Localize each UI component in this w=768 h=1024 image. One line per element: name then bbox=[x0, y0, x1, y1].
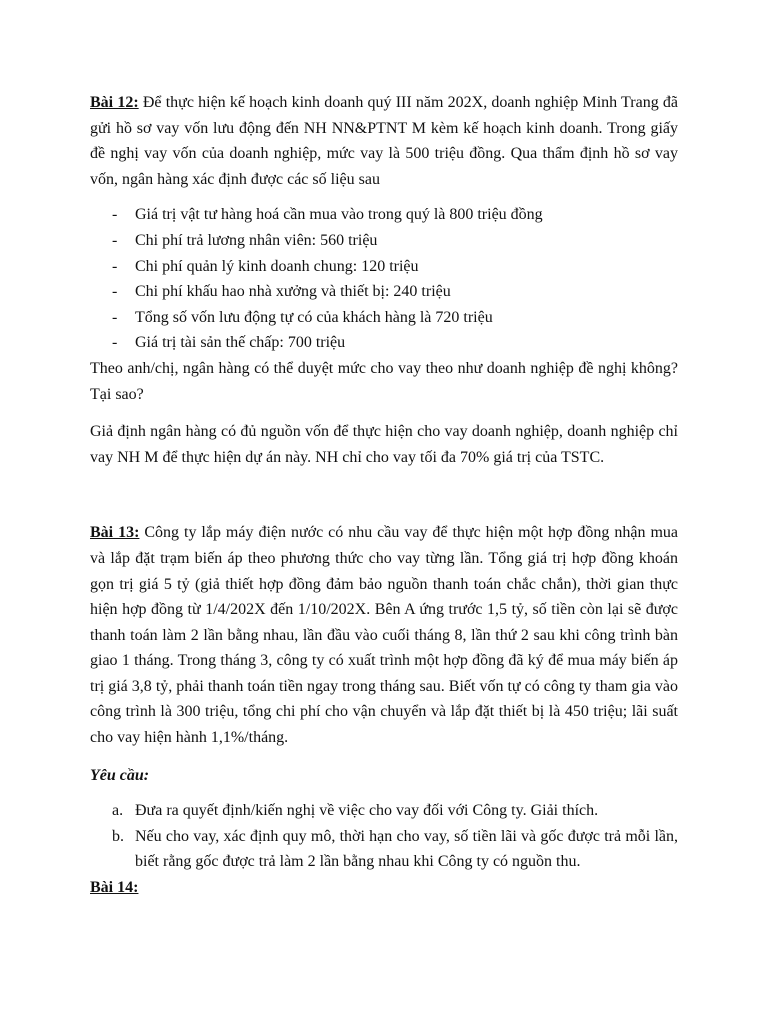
list-item bbox=[90, 824, 678, 875]
list-item: - Giá trị vật tư hàng hoá cần mua vào trong quý là 800 triệu đồng bbox=[90, 202, 678, 228]
bai12-intro: Để thực hiện kế hoạch kinh doanh quý III năm 202X, doanh nghiệp Minh Trang đã gửi hồ sơ vay vốn lưu động đến NH NN&PTNT M kèm kế hoạch kinh doanh. Trong giấy đề nghị vay vốn của doanh nghiệp, mức vay là 500 triệu đồng. Qua thẩm định hồ sơ vay vốn, ngân hàng xác định được các số liệu sau bbox=[90, 94, 678, 188]
bai13-paragraph bbox=[90, 520, 678, 750]
bai12-paragraph bbox=[90, 90, 678, 192]
bai14-paragraph bbox=[90, 875, 678, 901]
list-item-text: Nếu cho vay, xác định quy mô, thời hạn cho vay, số tiền lãi và gốc được trả mỗi lần, biết rằng gốc được trả làm 2 lần bằng nhau khi Công ty có nguồn thu. bbox=[135, 827, 678, 871]
bai13-requirement-label: Yêu cầu: bbox=[90, 766, 150, 784]
list-item: - Giá trị tài sản thế chấp: 700 triệu bbox=[90, 330, 678, 356]
bai13-title: Bài 13: bbox=[90, 524, 140, 542]
list-item: - Tổng số vốn lưu động tự có của khách hàng là 720 triệu bbox=[90, 305, 678, 331]
list-marker: a. bbox=[112, 802, 124, 820]
bai12-question: Theo anh/chị, ngân hàng có thể duyệt mức cho vay theo như doanh nghiệp đề nghị không? Tại sao? bbox=[90, 359, 678, 403]
list-marker: b. bbox=[112, 827, 124, 845]
bai12-data-list bbox=[90, 202, 678, 356]
bai13-requirements-list bbox=[90, 798, 678, 875]
list-item: - Chi phí trả lương nhân viên: 560 triệu bbox=[90, 228, 678, 254]
document-page bbox=[90, 90, 678, 901]
bai12-assumption: Giả định ngân hàng có đủ nguồn vốn để thực hiện cho vay doanh nghiệp, doanh nghiệp chỉ vay NH M để thực hiện dự án này. NH chỉ cho vay tối đa 70% giá trị của TSTC. bbox=[90, 423, 678, 466]
list-item-text: Đưa ra quyết định/kiến nghị về việc cho vay đối với Công ty. Giải thích. bbox=[135, 802, 599, 820]
list-item: - Chi phí khấu hao nhà xưởng và thiết bị: 240 triệu bbox=[90, 279, 678, 305]
list-item bbox=[90, 798, 678, 824]
list-item: - Chi phí quản lý kinh doanh chung: 120 triệu bbox=[90, 254, 678, 280]
bai14-title: Bài 14: bbox=[90, 879, 139, 897]
bai13-intro: Công ty lắp máy điện nước có nhu cầu vay để thực hiện một hợp đồng nhận mua và lắp đặt trạm biến áp theo phương thức cho vay từng lần. Tổng giá trị hợp đồng khoán gọn trị giá 5 tỷ (giả thiết hợp đồng đảm bảo nguồn thanh toán chắc chắn), thời gian thực hiện hợp đồng từ 1/4/202X đến 1/10/202X. Bên A ứng trước 1,5 tỷ, số tiền còn lại sẽ được thanh toán làm 2 lần bằng nhau, lần đầu vào cuối tháng 8, lần thứ 2 sau khi công trình bàn giao 1 tháng. Trong tháng 3, công ty có xuất trình một hợp đồng đã ký để mua máy biến áp trị giá 3,8 tỷ, phải thanh toán tiền ngay trong tháng sau. Biết vốn tự có công ty tham gia vào công trình là 300 triệu, tổng chi phí cho vận chuyển và lắp đặt thiết bị là 450 triệu; lãi suất cho vay hiện hành 1,1%/tháng. bbox=[90, 524, 679, 747]
bai12-title: Bài 12: bbox=[90, 94, 139, 111]
